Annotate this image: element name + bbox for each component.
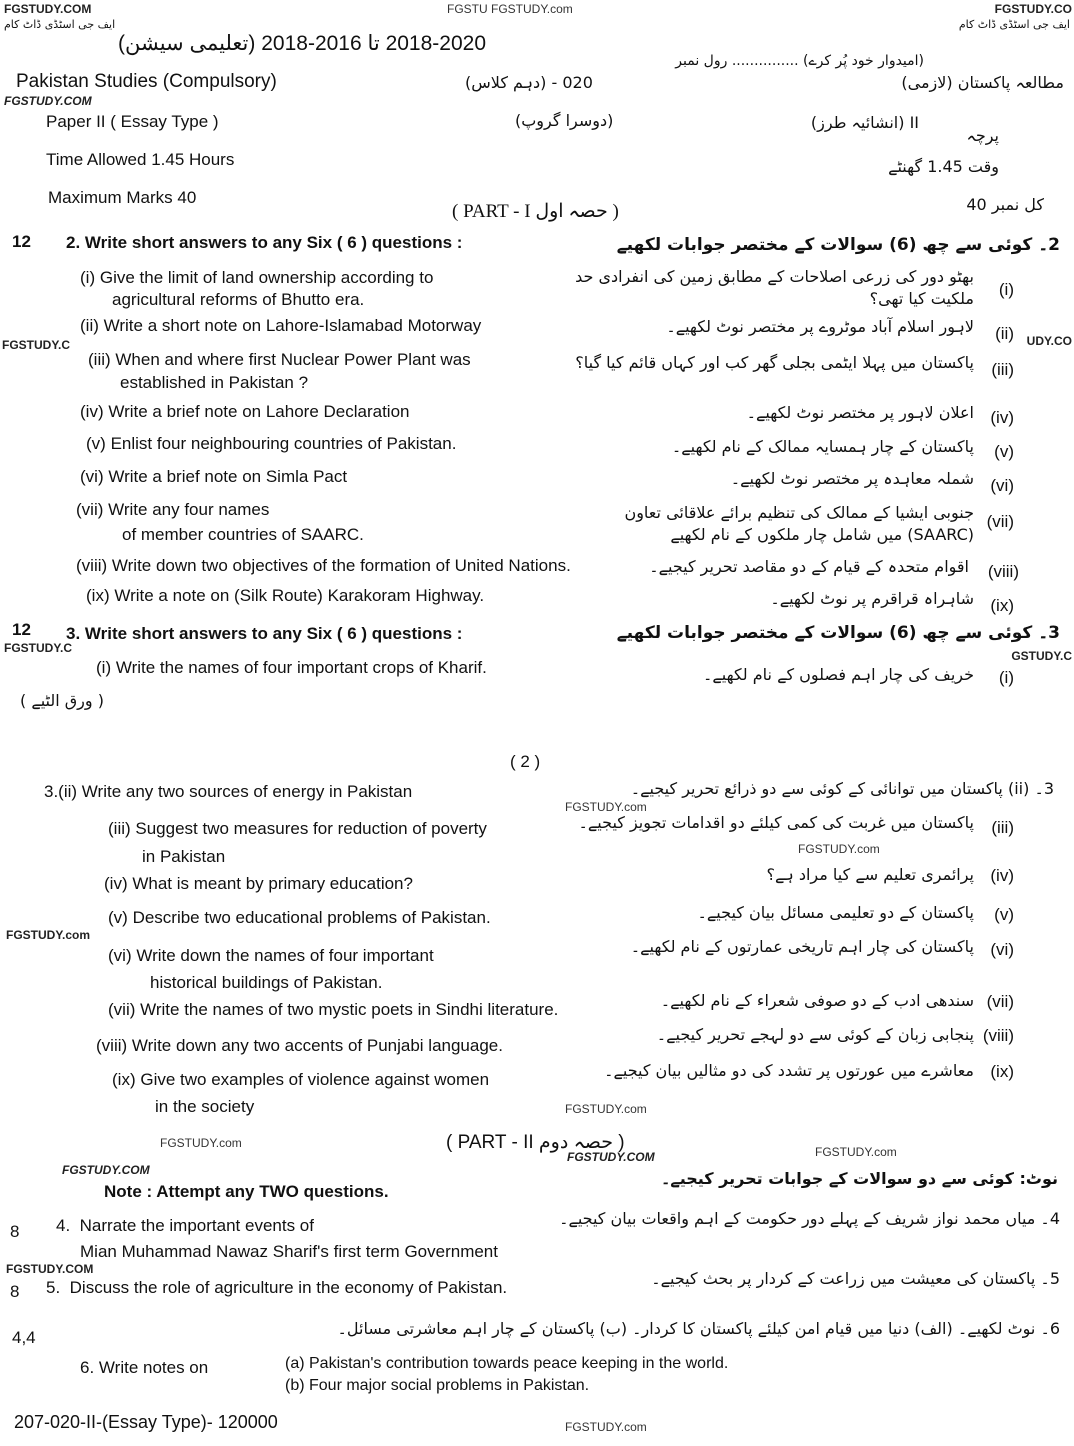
q3-item-1-ur: خریف کی چار اہم فصلوں کے نام لکھیے۔ <box>703 665 974 684</box>
q2-item-2-ur: لاہور اسلام آباد موٹروے پر مختصر نوٹ لکھیے۔ <box>666 317 974 336</box>
watermark: FGSTUDY.C <box>2 338 71 352</box>
q2-item-7-cont: of member countries of SAARC. <box>122 525 364 544</box>
watermark: FGSTUDY.com <box>565 1420 647 1434</box>
marks-en: Maximum Marks 40 <box>48 188 197 207</box>
watermark: FGSTUDY.C <box>4 641 73 655</box>
q5-ur: 5۔ پاکستان کی معیشت میں زراعت کے کردار پر بحث کیجیے۔ <box>651 1269 1060 1288</box>
paper-ur-label: پرچہ <box>966 126 999 145</box>
paper-en: Paper II ( Essay Type ) <box>46 112 219 131</box>
q2-item-7-ur-num: (vii) <box>986 512 1014 531</box>
q2-marks: 12 <box>12 232 31 251</box>
paper-ur: II (انشائیہ طرز) <box>810 113 919 132</box>
q3-item-9-ur-num: (ix) <box>990 1062 1014 1081</box>
group-ur: (دوسرا گروپ) <box>515 111 614 130</box>
q3-item-6-ur-num: (vi) <box>990 940 1014 959</box>
q2-item-2-ur-num: (ii) <box>995 324 1014 343</box>
q3-item-4-ur: پرائمری تعلیم سے کیا مراد ہے؟ <box>766 865 974 884</box>
q6-part-b: (b) Four major social problems in Pakistan. <box>285 1377 590 1394</box>
q2-item-5: (v) Enlist four neighbouring countries of Pakistan. <box>86 434 457 453</box>
class-code: 020 - (دہم کلاس) <box>465 73 593 92</box>
q3-item-2: 3.(ii) Write any two sources of energy in Pakistan <box>44 782 413 801</box>
q3-heading-ur: 3۔ کوئی سے چھ (6) سوالات کے مختصر جوابات لکھیے <box>616 623 1060 643</box>
watermark: GSTUDY.C <box>1011 649 1072 663</box>
q3-item-3-ur: پاکستان میں غربت کی کمی کیلئے دو اقدامات تجویز کیجیے۔ <box>578 813 974 832</box>
q2-item-1-cont: agricultural reforms of Bhutto era. <box>112 290 365 309</box>
turn-over: ( ورق الٹیے ) <box>20 691 104 710</box>
q3-item-6-cont: historical buildings of Pakistan. <box>150 973 383 992</box>
part-2-title: ( PART - II حصہ دوم ) <box>446 1132 625 1153</box>
watermark: FGSTUDY.COM <box>4 94 92 108</box>
q3-item-8-ur-num: (viii) <box>982 1026 1014 1045</box>
watermark: FGSTUDY.com <box>565 1102 647 1116</box>
q2-item-6-ur: شملہ معاہدہ پر مختصر نوٹ لکھیے۔ <box>730 469 974 488</box>
watermark: ایف جی اسٹڈی ڈاٹ کام <box>958 18 1070 31</box>
q3-item-3: (iii) Suggest two measures for reduction of poverty <box>108 819 487 838</box>
time-ur: وقت 1.45 گھنٹے <box>888 157 999 176</box>
q3-item-6-ur: پاکستان کی چار اہم تاریخی عمارتوں کے نام لکھیے۔ <box>630 937 974 956</box>
watermark: FGSTUDY.COM <box>6 1262 94 1276</box>
q3-item-8: (viii) Write down any two accents of Punjabi language. <box>96 1036 503 1055</box>
q6-marks: 4,4 <box>12 1328 36 1347</box>
q2-heading: 2. Write short answers to any Six ( 6 ) questions : <box>66 233 463 252</box>
watermark: FGSTUDY.com <box>6 928 91 942</box>
q3-item-5-ur: پاکستان کے دو تعلیمی مسائل بیان کیجیے۔ <box>697 903 974 922</box>
q2-item-1-ur-num: (i) <box>998 280 1014 299</box>
q2-item-3: (iii) When and where first Nuclear Power Plant was <box>88 350 471 369</box>
watermark: FGSTU FGSTUDY.com <box>447 2 573 16</box>
q4-ur: 4۔ میاں محمد نواز شریف کے پہلے دور حکومت کے اہم واقعات بیان کیجیے۔ <box>559 1209 1060 1228</box>
q3-item-9-ur: معاشرے میں عورتوں پر تشدد کی دو مثالیں بیان کیجیے۔ <box>604 1061 974 1080</box>
q3-item-9: (ix) Give two examples of violence against women <box>112 1070 490 1089</box>
q3-item-3-cont: in Pakistan <box>142 847 226 866</box>
roll-number-field: (امیدوار خود پُر کرے) ............... رول نمبر <box>675 53 924 69</box>
q2-item-1: (i) Give the limit of land ownership according to <box>80 268 434 287</box>
q3-item-1-ur-num: (i) <box>998 668 1014 687</box>
session: 2018-2020 تا 2016-2018 (تعلیمی سیشن) <box>118 32 487 55</box>
q2-item-8-ur-num: (viii) <box>987 562 1019 581</box>
watermark: FGSTUDY.com <box>565 800 647 814</box>
q5-marks: 8 <box>10 1282 20 1301</box>
q4-marks: 8 <box>10 1222 20 1241</box>
watermark: FGSTUDY.com <box>160 1136 242 1150</box>
q4-text: 4. Narrate the important events of <box>56 1216 314 1235</box>
part-1-title: ( PART - I حصہ اول ) <box>452 201 619 222</box>
q2-item-9: (ix) Write a note on (Silk Route) Karakoram Highway. <box>86 586 485 605</box>
q4-text-cont: Mian Muhammad Nawaz Sharif's first term Government <box>80 1242 498 1261</box>
q2-item-7: (vii) Write any four names <box>76 500 270 519</box>
q2-item-5-ur: پاکستان کے چار ہمسایہ ممالک کے نام لکھیے۔ <box>671 437 974 456</box>
watermark: FGSTUDY.COM <box>567 1150 655 1164</box>
q2-item-4-ur-num: (iv) <box>990 408 1014 427</box>
q2-item-9-ur: شاہراہ قراقرم پر نوٹ لکھیے۔ <box>770 589 974 608</box>
q2-item-3-cont: established in Pakistan ? <box>120 373 309 392</box>
q2-item-8: (viii) Write down two objectives of the formation of United Nations. <box>76 556 571 575</box>
watermark: UDY.CO <box>1026 334 1072 348</box>
q2-item-3-ur: پاکستان میں پہلا ایٹمی بجلی گھر کب اور کہاں قائم کیا گیا؟ <box>575 353 974 372</box>
q6-text: 6. Write notes on <box>80 1358 209 1377</box>
q3-item-7-ur: سندھی ادب کے دو صوفی شعراء کے نام لکھیے۔ <box>660 991 974 1010</box>
q2-item-2: (ii) Write a short note on Lahore-Islamabad Motorway <box>80 316 482 335</box>
q3-item-9-cont: in the society <box>155 1097 255 1116</box>
q3-item-5-ur-num: (v) <box>994 905 1014 924</box>
time-en: Time Allowed 1.45 Hours <box>46 150 235 169</box>
q3-item-8-ur: پنجابی زبان کے کوئی سے دو لہجے تحریر کیجیے۔ <box>656 1025 974 1044</box>
watermark: FGSTUDY.com <box>798 842 880 856</box>
watermark: ایف جی اسٹڈی ڈاٹ کام <box>4 18 116 31</box>
q3-item-6: (vi) Write down the names of four important <box>108 946 434 965</box>
q2-item-6-ur-num: (vi) <box>990 476 1014 495</box>
q3-item-5: (v) Describe two educational problems of Pakistan. <box>108 908 491 927</box>
q2-item-3-ur-num: (iii) <box>991 360 1014 379</box>
watermark: FGSTUDY.com <box>815 1145 897 1159</box>
watermark: FGSTUDY.COM <box>62 1163 150 1177</box>
q2-item-7-ur: جنوبی ایشیا کے ممالک کی تنظیم برائے علاقائی تعاون (SAARC) میں شامل چار ملکوں کے نام لکھیے <box>624 503 974 544</box>
q2-item-6: (vi) Write a brief note on Simla Pact <box>80 467 348 486</box>
subject-ur: مطالعہ پاکستان (لازمی) <box>901 73 1064 92</box>
q2-item-8-ur: اقوام متحدہ کے قیام کے دو مقاصد تحریر کیجیے۔ <box>649 557 969 576</box>
q2-item-1-ur: بھٹو دور کی زرعی اصلاحات کے مطابق زمین کی انفرادی حد ملکیت کیا تھی؟ <box>575 267 974 308</box>
q6-part-a: (a) Pakistan's contribution towards peace keeping in the world. <box>285 1355 729 1372</box>
q5-text: 5. Discuss the role of agriculture in the economy of Pakistan. <box>46 1278 508 1297</box>
watermark: FGSTUDY.CO <box>994 2 1072 16</box>
q3-item-7: (vii) Write the names of two mystic poets in Sindhi literature. <box>108 1000 559 1019</box>
q3-item-4: (iv) What is meant by primary education? <box>104 874 413 893</box>
q3-marks: 12 <box>12 620 31 639</box>
q3-item-3-ur-num: (iii) <box>991 818 1014 837</box>
q3-heading: 3. Write short answers to any Six ( 6 ) questions : <box>66 624 463 643</box>
q3-item-1: (i) Write the names of four important crops of Kharif. <box>96 658 487 677</box>
q3-item-2-ur: 3۔ (ii) پاکستان میں توانائی کے کوئی سے دو ذرائع تحریر کیجیے۔ <box>630 779 1054 798</box>
watermark: FGSTUDY.COM <box>4 2 92 16</box>
q6-ur: 6۔ نوٹ لکھیے۔ (الف) دنیا میں قیام امن کیلئے پاکستان کا کردار۔ (ب) پاکستان کے چار اہم معاشرتی مسائل۔ <box>337 1319 1060 1338</box>
q2-item-4-ur: اعلان لاہور پر مختصر نوٹ لکھیے۔ <box>746 403 974 422</box>
subject-en: Pakistan Studies (Compulsory) <box>16 71 277 92</box>
q3-item-7-ur-num: (vii) <box>986 992 1014 1011</box>
note: Note : Attempt any TWO questions. <box>104 1182 389 1201</box>
q2-item-5-ur-num: (v) <box>994 442 1014 461</box>
q2-item-9-ur-num: (ix) <box>990 596 1014 615</box>
page-number: ( 2 ) <box>510 752 541 771</box>
q3-item-4-ur-num: (iv) <box>990 866 1014 885</box>
paper-code-footer: 207-020-II-(Essay Type)- 120000 <box>14 1412 278 1432</box>
q2-heading-ur: 2۔ کوئی سے چھ (6) سوالات کے مختصر جوابات لکھیے <box>616 235 1060 255</box>
marks-ur: کل نمبر 40 <box>966 195 1044 214</box>
q2-item-4: (iv) Write a brief note on Lahore Declaration <box>80 402 410 421</box>
note-ur: نوٹ: کوئی سے دو سوالات کے جوابات تحریر کیجیے۔ <box>660 1169 1058 1188</box>
